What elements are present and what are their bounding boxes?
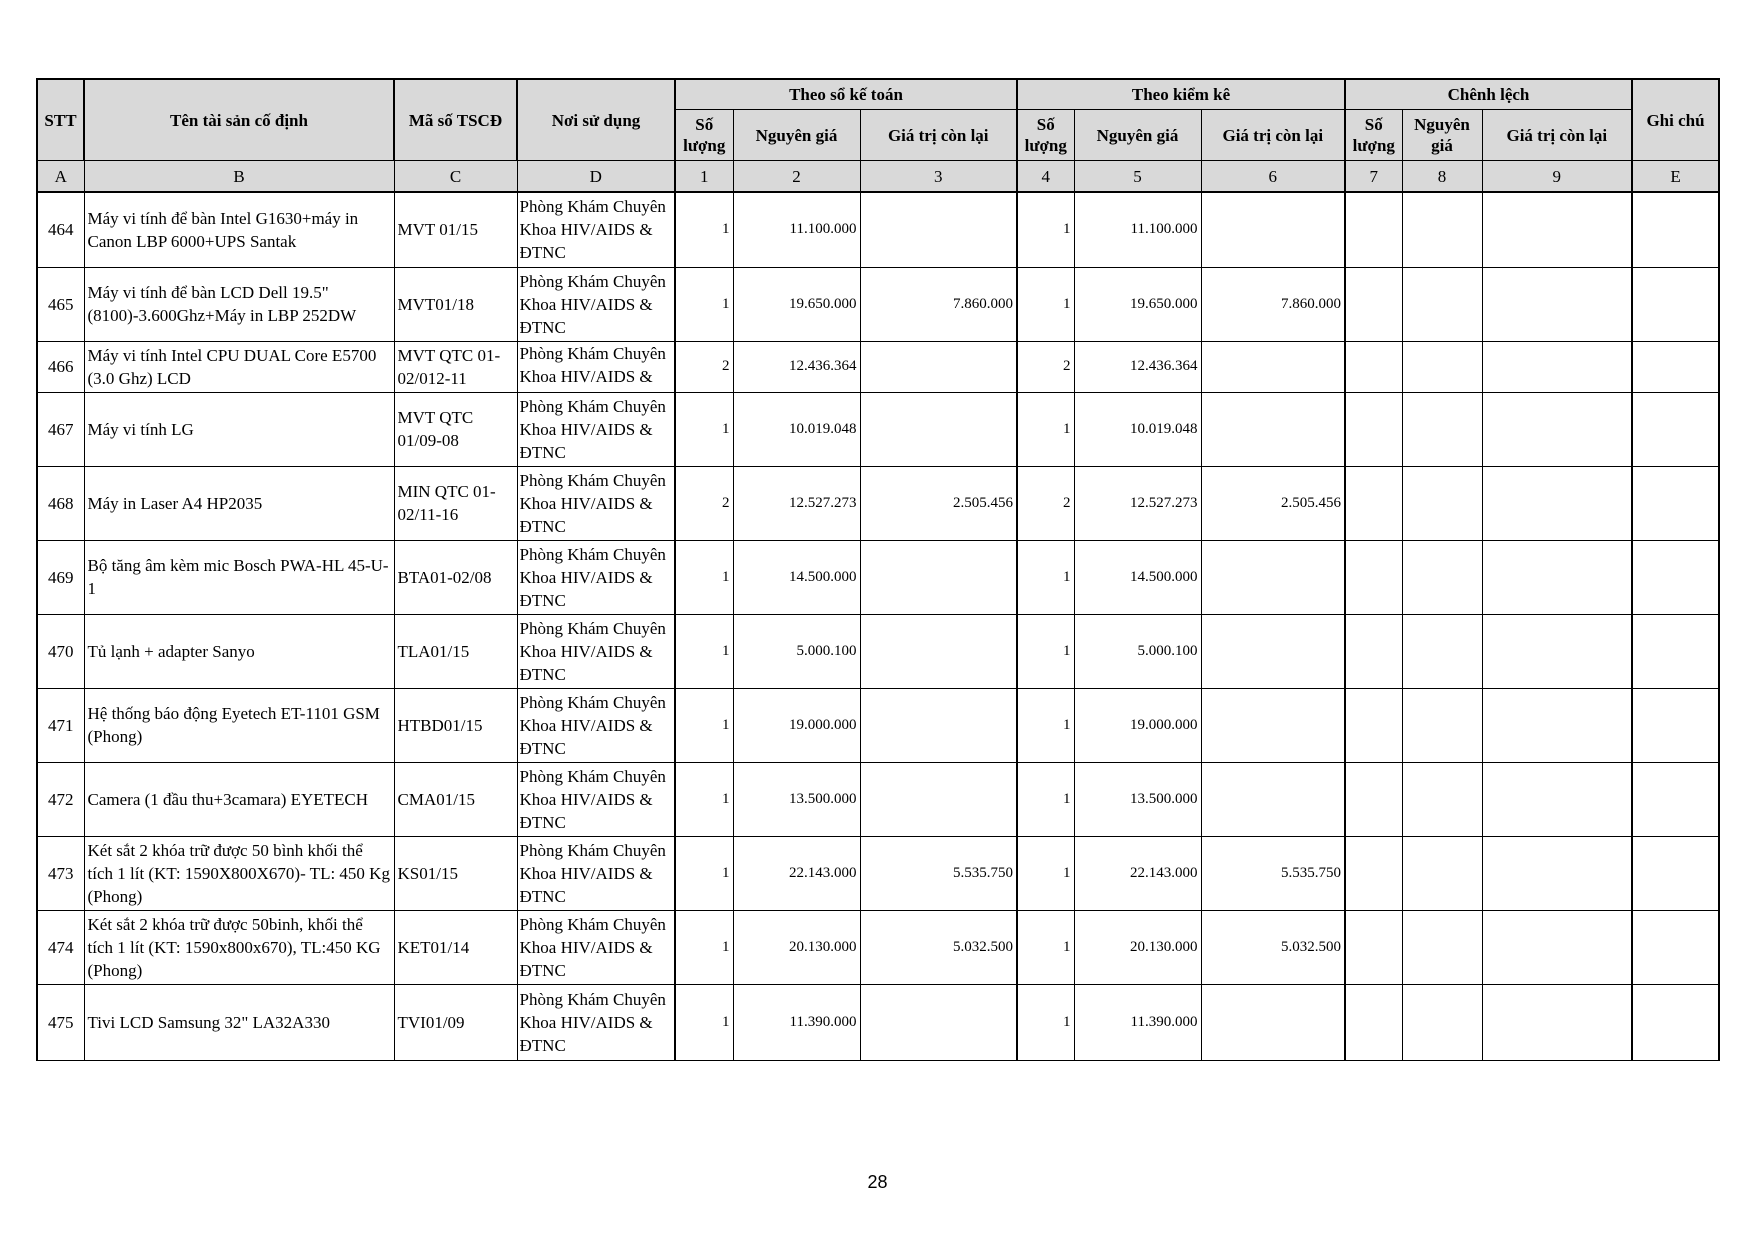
diff-cost-cell (1402, 762, 1482, 836)
column-letter: 6 (1201, 161, 1345, 193)
diff-qty-cell (1345, 466, 1402, 540)
asset-code-cell: HTBD01/15 (394, 688, 517, 762)
diff-remaining-cell (1482, 910, 1632, 984)
asset-code-cell: KET01/14 (394, 910, 517, 984)
books-cost-cell: 12.527.273 (733, 466, 860, 540)
stt-cell: 467 (37, 392, 84, 466)
table-row (37, 392, 1719, 466)
header-place: Nơi sử dụng (517, 79, 675, 161)
count-cost-cell: 14.500.000 (1074, 540, 1201, 614)
books-cost-cell: 11.390.000 (733, 984, 860, 1060)
count-cost-cell: 22.143.000 (1074, 836, 1201, 910)
books-qty-cell: 1 (675, 392, 733, 466)
table-row (37, 341, 1719, 392)
asset-code-cell: MVT QTC 01-02/012-11 (394, 341, 517, 392)
diff-cost-cell (1402, 392, 1482, 466)
count-remaining-cell (1201, 341, 1345, 392)
table-header (37, 79, 1719, 192)
place-label: Phòng Khám Chuyên Khoa HIV/AIDS & ĐTNC (519, 914, 666, 980)
diff-remaining-cell (1482, 466, 1632, 540)
page-number: 28 (867, 1172, 888, 1192)
books-qty-cell: 2 (675, 466, 733, 540)
books-cost-cell: 19.000.000 (733, 688, 860, 762)
books-remaining-cell (860, 192, 1017, 267)
place-cell (517, 392, 675, 466)
diff-qty-cell (1345, 267, 1402, 341)
books-remaining-cell (860, 984, 1017, 1060)
place-cell (517, 762, 675, 836)
diff-remaining-cell (1482, 688, 1632, 762)
asset-code-cell: CMA01/15 (394, 762, 517, 836)
column-letter: A (37, 161, 84, 193)
books-qty-cell: 2 (675, 341, 733, 392)
asset-code-cell: KS01/15 (394, 836, 517, 910)
table-row (37, 762, 1719, 836)
asset-name-cell: Hệ thống báo động Eyetech ET-1101 GSM (Phong) (84, 688, 394, 762)
header-group-books: Theo sổ kế toán (675, 79, 1017, 110)
column-letter: 9 (1482, 161, 1632, 193)
asset-name-cell: Máy vi tính LG (84, 392, 394, 466)
place-label: Phòng Khám Chuyên Khoa HIV/AIDS & ĐTNC (519, 766, 666, 832)
table-row (37, 984, 1719, 1060)
column-letter: D (517, 161, 675, 193)
place-cell (517, 192, 675, 267)
asset-name-cell: Két sắt 2 khóa trữ được 50binh, khối thể tích 1 lít (KT: 1590x800x670), TL:450 KG (Phong) (84, 910, 394, 984)
place-cell (517, 984, 675, 1060)
count-qty-cell: 1 (1017, 614, 1074, 688)
books-qty-cell: 1 (675, 762, 733, 836)
table-row (37, 466, 1719, 540)
stt-cell: 466 (37, 341, 84, 392)
header-note: Ghi chú (1632, 79, 1719, 161)
count-qty-cell: 1 (1017, 984, 1074, 1060)
diff-remaining-cell (1482, 614, 1632, 688)
count-cost-cell: 19.000.000 (1074, 688, 1201, 762)
asset-name-cell: Tivi LCD Samsung 32" LA32A330 (84, 984, 394, 1060)
count-cost-cell: 11.390.000 (1074, 984, 1201, 1060)
diff-remaining-cell (1482, 392, 1632, 466)
asset-code-cell: TVI01/09 (394, 984, 517, 1060)
count-qty-cell: 1 (1017, 762, 1074, 836)
column-letter: 7 (1345, 161, 1402, 193)
asset-name-cell: Camera (1 đầu thu+3camara) EYETECH (84, 762, 394, 836)
header-count-remaining: Giá trị còn lại (1201, 110, 1345, 161)
stt-cell: 474 (37, 910, 84, 984)
place-cell (517, 540, 675, 614)
count-remaining-cell: 5.032.500 (1201, 910, 1345, 984)
asset-name-cell: Bộ tăng âm kèm mic Bosch PWA-HL 45-U-1 (84, 540, 394, 614)
table-row (37, 192, 1719, 267)
header-group-count: Theo kiểm kê (1017, 79, 1345, 110)
place-cell (517, 836, 675, 910)
asset-name-cell: Máy vi tính để bàn Intel G1630+máy in Canon LBP 6000+UPS Santak (84, 192, 394, 267)
note-cell (1632, 341, 1719, 392)
count-remaining-cell (1201, 614, 1345, 688)
column-letter: E (1632, 161, 1719, 193)
place-label: Phòng Khám Chuyên Khoa HIV/AIDS & ĐTNC (519, 396, 666, 462)
place-label: Phòng Khám Chuyên Khoa HIV/AIDS & ĐTNC (519, 544, 666, 610)
stt-cell: 472 (37, 762, 84, 836)
books-qty-cell: 1 (675, 836, 733, 910)
table-row (37, 267, 1719, 341)
diff-qty-cell (1345, 688, 1402, 762)
place-cell (517, 341, 675, 392)
header-asset-name: Tên tài sản cố định (84, 79, 394, 161)
diff-cost-cell (1402, 540, 1482, 614)
table-body (37, 192, 1719, 1060)
place-cell (517, 466, 675, 540)
diff-cost-cell (1402, 614, 1482, 688)
place-cell (517, 688, 675, 762)
column-letter: 2 (733, 161, 860, 193)
diff-remaining-cell (1482, 836, 1632, 910)
books-cost-cell: 14.500.000 (733, 540, 860, 614)
count-cost-cell: 12.527.273 (1074, 466, 1201, 540)
diff-cost-cell (1402, 836, 1482, 910)
diff-remaining-cell (1482, 341, 1632, 392)
diff-cost-cell (1402, 341, 1482, 392)
stt-cell: 471 (37, 688, 84, 762)
books-remaining-cell: 2.505.456 (860, 466, 1017, 540)
stt-cell: 465 (37, 267, 84, 341)
stt-cell: 468 (37, 466, 84, 540)
stt-cell: 475 (37, 984, 84, 1060)
count-qty-cell: 2 (1017, 466, 1074, 540)
stt-cell: 473 (37, 836, 84, 910)
header-books-qty: Số lượng (675, 110, 733, 161)
count-remaining-cell: 2.505.456 (1201, 466, 1345, 540)
count-cost-cell: 12.436.364 (1074, 341, 1201, 392)
asset-code-cell: MVT 01/15 (394, 192, 517, 267)
note-cell (1632, 762, 1719, 836)
header-count-cost: Nguyên giá (1074, 110, 1201, 161)
count-remaining-cell (1201, 192, 1345, 267)
place-label: Phòng Khám Chuyên Khoa HIV/AIDS & ĐTNC (519, 618, 666, 684)
count-qty-cell: 1 (1017, 688, 1074, 762)
count-qty-cell: 1 (1017, 267, 1074, 341)
column-letter: 5 (1074, 161, 1201, 193)
asset-code-cell: MVT01/18 (394, 267, 517, 341)
place-cell (517, 614, 675, 688)
note-cell (1632, 540, 1719, 614)
books-cost-cell: 11.100.000 (733, 192, 860, 267)
diff-remaining-cell (1482, 762, 1632, 836)
place-label: Phòng Khám Chuyên Khoa HIV/AIDS & ĐTNC (519, 840, 666, 906)
books-remaining-cell (860, 341, 1017, 392)
count-cost-cell: 19.650.000 (1074, 267, 1201, 341)
count-qty-cell: 1 (1017, 192, 1074, 267)
asset-code-cell: MVT QTC 01/09-08 (394, 392, 517, 466)
header-diff-remaining: Giá trị còn lại (1482, 110, 1632, 161)
books-remaining-cell: 7.860.000 (860, 267, 1017, 341)
diff-qty-cell (1345, 192, 1402, 267)
books-remaining-cell (860, 614, 1017, 688)
note-cell (1632, 910, 1719, 984)
diff-cost-cell (1402, 466, 1482, 540)
stt-cell: 464 (37, 192, 84, 267)
asset-name-cell: Máy vi tính để bàn LCD Dell 19.5" (8100)-3.600Ghz+Máy in LBP 252DW (84, 267, 394, 341)
header-diff-qty: Số lượng (1345, 110, 1402, 161)
header-books-remaining: Giá trị còn lại (860, 110, 1017, 161)
books-cost-cell: 12.436.364 (733, 341, 860, 392)
books-remaining-cell (860, 688, 1017, 762)
note-cell (1632, 688, 1719, 762)
count-cost-cell: 10.019.048 (1074, 392, 1201, 466)
note-cell (1632, 466, 1719, 540)
count-remaining-cell (1201, 688, 1345, 762)
diff-qty-cell (1345, 762, 1402, 836)
note-cell (1632, 392, 1719, 466)
diff-remaining-cell (1482, 984, 1632, 1060)
books-qty-cell: 1 (675, 614, 733, 688)
books-cost-cell: 13.500.000 (733, 762, 860, 836)
asset-code-cell: MIN QTC 01-02/11-16 (394, 466, 517, 540)
books-remaining-cell: 5.535.750 (860, 836, 1017, 910)
diff-qty-cell (1345, 341, 1402, 392)
books-qty-cell: 1 (675, 192, 733, 267)
count-qty-cell: 1 (1017, 836, 1074, 910)
asset-name-cell: Tủ lạnh + adapter Sanyo (84, 614, 394, 688)
note-cell (1632, 614, 1719, 688)
count-qty-cell: 1 (1017, 910, 1074, 984)
count-qty-cell: 1 (1017, 540, 1074, 614)
diff-cost-cell (1402, 267, 1482, 341)
diff-remaining-cell (1482, 540, 1632, 614)
asset-code-cell: TLA01/15 (394, 614, 517, 688)
diff-qty-cell (1345, 910, 1402, 984)
diff-remaining-cell (1482, 192, 1632, 267)
books-qty-cell: 1 (675, 540, 733, 614)
books-qty-cell: 1 (675, 267, 733, 341)
count-cost-cell: 11.100.000 (1074, 192, 1201, 267)
header-group-diff: Chênh lệch (1345, 79, 1632, 110)
column-letter: 1 (675, 161, 733, 193)
stt-cell: 469 (37, 540, 84, 614)
place-label: Phòng Khám Chuyên Khoa HIV/AIDS & ĐTNC (519, 692, 666, 758)
diff-qty-cell (1345, 392, 1402, 466)
table-row (37, 614, 1719, 688)
asset-name-cell: Máy in Laser A4 HP2035 (84, 466, 394, 540)
column-letter: 4 (1017, 161, 1074, 193)
books-remaining-cell (860, 762, 1017, 836)
diff-cost-cell (1402, 984, 1482, 1060)
books-remaining-cell (860, 540, 1017, 614)
note-cell (1632, 836, 1719, 910)
count-qty-cell: 1 (1017, 392, 1074, 466)
stt-cell: 470 (37, 614, 84, 688)
books-cost-cell: 20.130.000 (733, 910, 860, 984)
count-remaining-cell: 7.860.000 (1201, 267, 1345, 341)
place-cell (517, 267, 675, 341)
note-cell (1632, 984, 1719, 1060)
note-cell (1632, 267, 1719, 341)
books-remaining-cell (860, 392, 1017, 466)
place-label: Phòng Khám Chuyên Khoa HIV/AIDS & (519, 344, 666, 386)
asset-name-cell: Két sắt 2 khóa trữ được 50 bình khối thể tích 1 lít (KT: 1590X800X670)- TL: 450 Kg (Phong) (84, 836, 394, 910)
diff-remaining-cell (1482, 267, 1632, 341)
books-cost-cell: 10.019.048 (733, 392, 860, 466)
count-remaining-cell (1201, 762, 1345, 836)
header-count-qty: Số lượng (1017, 110, 1074, 161)
diff-qty-cell (1345, 614, 1402, 688)
column-letter-row (37, 161, 1719, 193)
books-cost-cell: 5.000.100 (733, 614, 860, 688)
place-cell (517, 910, 675, 984)
books-cost-cell: 22.143.000 (733, 836, 860, 910)
count-cost-cell: 20.130.000 (1074, 910, 1201, 984)
books-cost-cell: 19.650.000 (733, 267, 860, 341)
books-qty-cell: 1 (675, 910, 733, 984)
header-diff-cost: Nguyên giá (1402, 110, 1482, 161)
count-remaining-cell (1201, 392, 1345, 466)
table-row (37, 910, 1719, 984)
count-remaining-cell (1201, 984, 1345, 1060)
column-letter: C (394, 161, 517, 193)
place-label: Phòng Khám Chuyên Khoa HIV/AIDS & ĐTNC (519, 989, 666, 1055)
place-label: Phòng Khám Chuyên Khoa HIV/AIDS & ĐTNC (519, 197, 666, 263)
header-stt: STT (37, 79, 84, 161)
books-qty-cell: 1 (675, 984, 733, 1060)
asset-name-cell: Máy vi tính Intel CPU DUAL Core E5700 (3.0 Ghz) LCD (84, 341, 394, 392)
count-remaining-cell: 5.535.750 (1201, 836, 1345, 910)
note-cell (1632, 192, 1719, 267)
books-remaining-cell: 5.032.500 (860, 910, 1017, 984)
count-remaining-cell (1201, 540, 1345, 614)
count-cost-cell: 13.500.000 (1074, 762, 1201, 836)
asset-code-cell: BTA01-02/08 (394, 540, 517, 614)
count-cost-cell: 5.000.100 (1074, 614, 1201, 688)
diff-cost-cell (1402, 688, 1482, 762)
column-letter: 3 (860, 161, 1017, 193)
column-letter: 8 (1402, 161, 1482, 193)
asset-inventory-table (36, 78, 1720, 1061)
column-letter: B (84, 161, 394, 193)
count-qty-cell: 2 (1017, 341, 1074, 392)
table-row (37, 540, 1719, 614)
place-label: Phòng Khám Chuyên Khoa HIV/AIDS & ĐTNC (519, 271, 666, 337)
books-qty-cell: 1 (675, 688, 733, 762)
header-asset-code: Mã số TSCĐ (394, 79, 517, 161)
diff-cost-cell (1402, 192, 1482, 267)
place-label: Phòng Khám Chuyên Khoa HIV/AIDS & ĐTNC (519, 470, 666, 536)
diff-qty-cell (1345, 540, 1402, 614)
header-books-cost: Nguyên giá (733, 110, 860, 161)
diff-qty-cell (1345, 836, 1402, 910)
table-row (37, 688, 1719, 762)
table-row (37, 836, 1719, 910)
diff-cost-cell (1402, 910, 1482, 984)
diff-qty-cell (1345, 984, 1402, 1060)
